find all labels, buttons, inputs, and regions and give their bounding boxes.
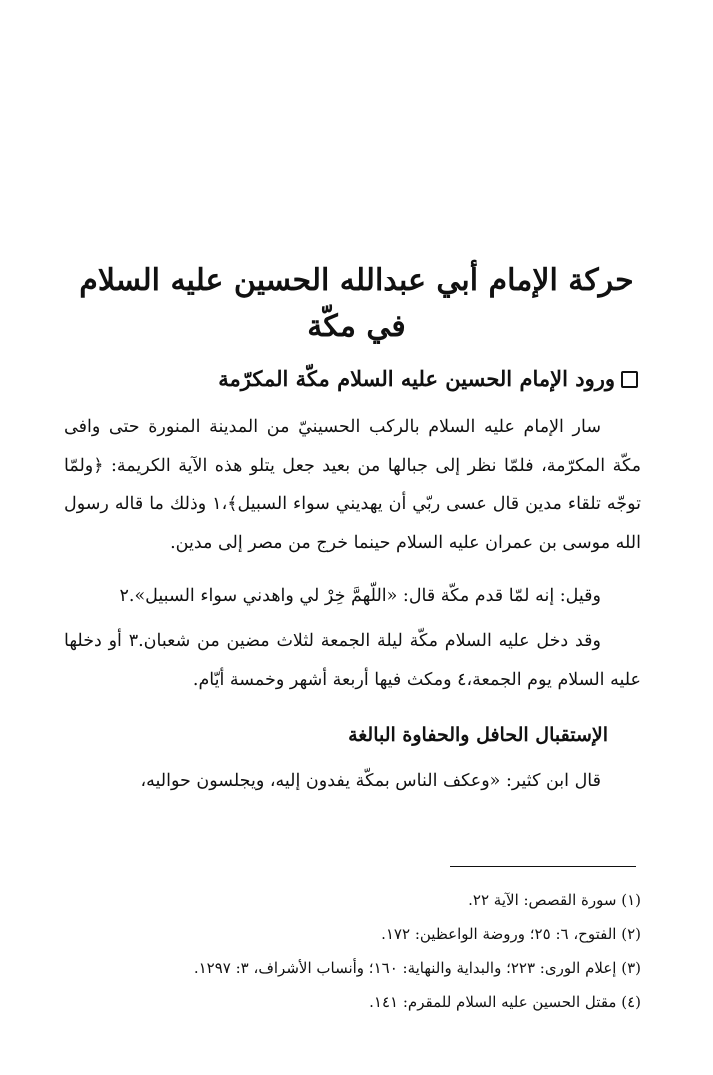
section-heading-text: ورود الإمام الحسين عليه السلام مكّة المكرّمة — [218, 366, 615, 391]
footnote-2: (٢) الفتوح، ٦: ٢٥؛ وروضة الواعظين: ١٧٢. — [381, 925, 641, 943]
subsection-heading: الإستقبال الحافل والحفاوة البالغة — [348, 724, 608, 746]
footnote-3: (٣) إعلام الورى: ٢٢٣؛ والبداية والنهاية: ١٦٠؛ وأنساب الأشراف، ٣: ١٢٩٧. — [193, 959, 641, 977]
footnotes-list — [81, 883, 641, 1019]
chapter-title: حركة الإمام أبي عبدالله الحسين عليه السلام في مكّة — [79, 263, 634, 344]
section-heading — [68, 362, 638, 396]
paragraph-supplication: وقيل: إنه لمّا قدم مكّة قال: «اللّهمَّ خِرْ لي واهدني سواء السبيل».٢ — [119, 586, 601, 606]
paragraph-ibn-kathir: قال ابن كثير: «وعكف الناس بمكّة يفدون إليه، ويجلسون حواليه، — [140, 771, 601, 791]
footnote-1: (١) سورة القصص: الآية ٢٢. — [468, 891, 641, 909]
footnote-4: (٤) مقتل الحسين عليه السلام للمقرم: ١٤١. — [369, 993, 641, 1011]
square-bullet-icon — [621, 371, 638, 388]
paragraph-entry-date: وقد دخل عليه السلام مكّة ليلة الجمعة لثلاث مضين من شعبان.٣ أو دخلها عليه السلام يوم الجمعة،٤ ومكث فيها أربعة أشهر وخمسة أيّام. — [64, 631, 641, 690]
footnote-separator — [450, 866, 636, 867]
paragraph-arrival: سار الإمام عليه السلام بالركب الحسينيّ من المدينة المنورة حتى وافى مكّة المكرّمة، فلمّا نظر إلى جبالها من بعيد جعل يتلو هذه الآية الكريمة: ﴿ولمّا توجّه تلقاء مدين قال عسى ربّي أن يهديني سواء السبيل﴾،١ وذلك ما قاله رسول الله موسى بن عمران عليه السلام حينما خرج من مصر إلى مدين. — [64, 417, 641, 553]
